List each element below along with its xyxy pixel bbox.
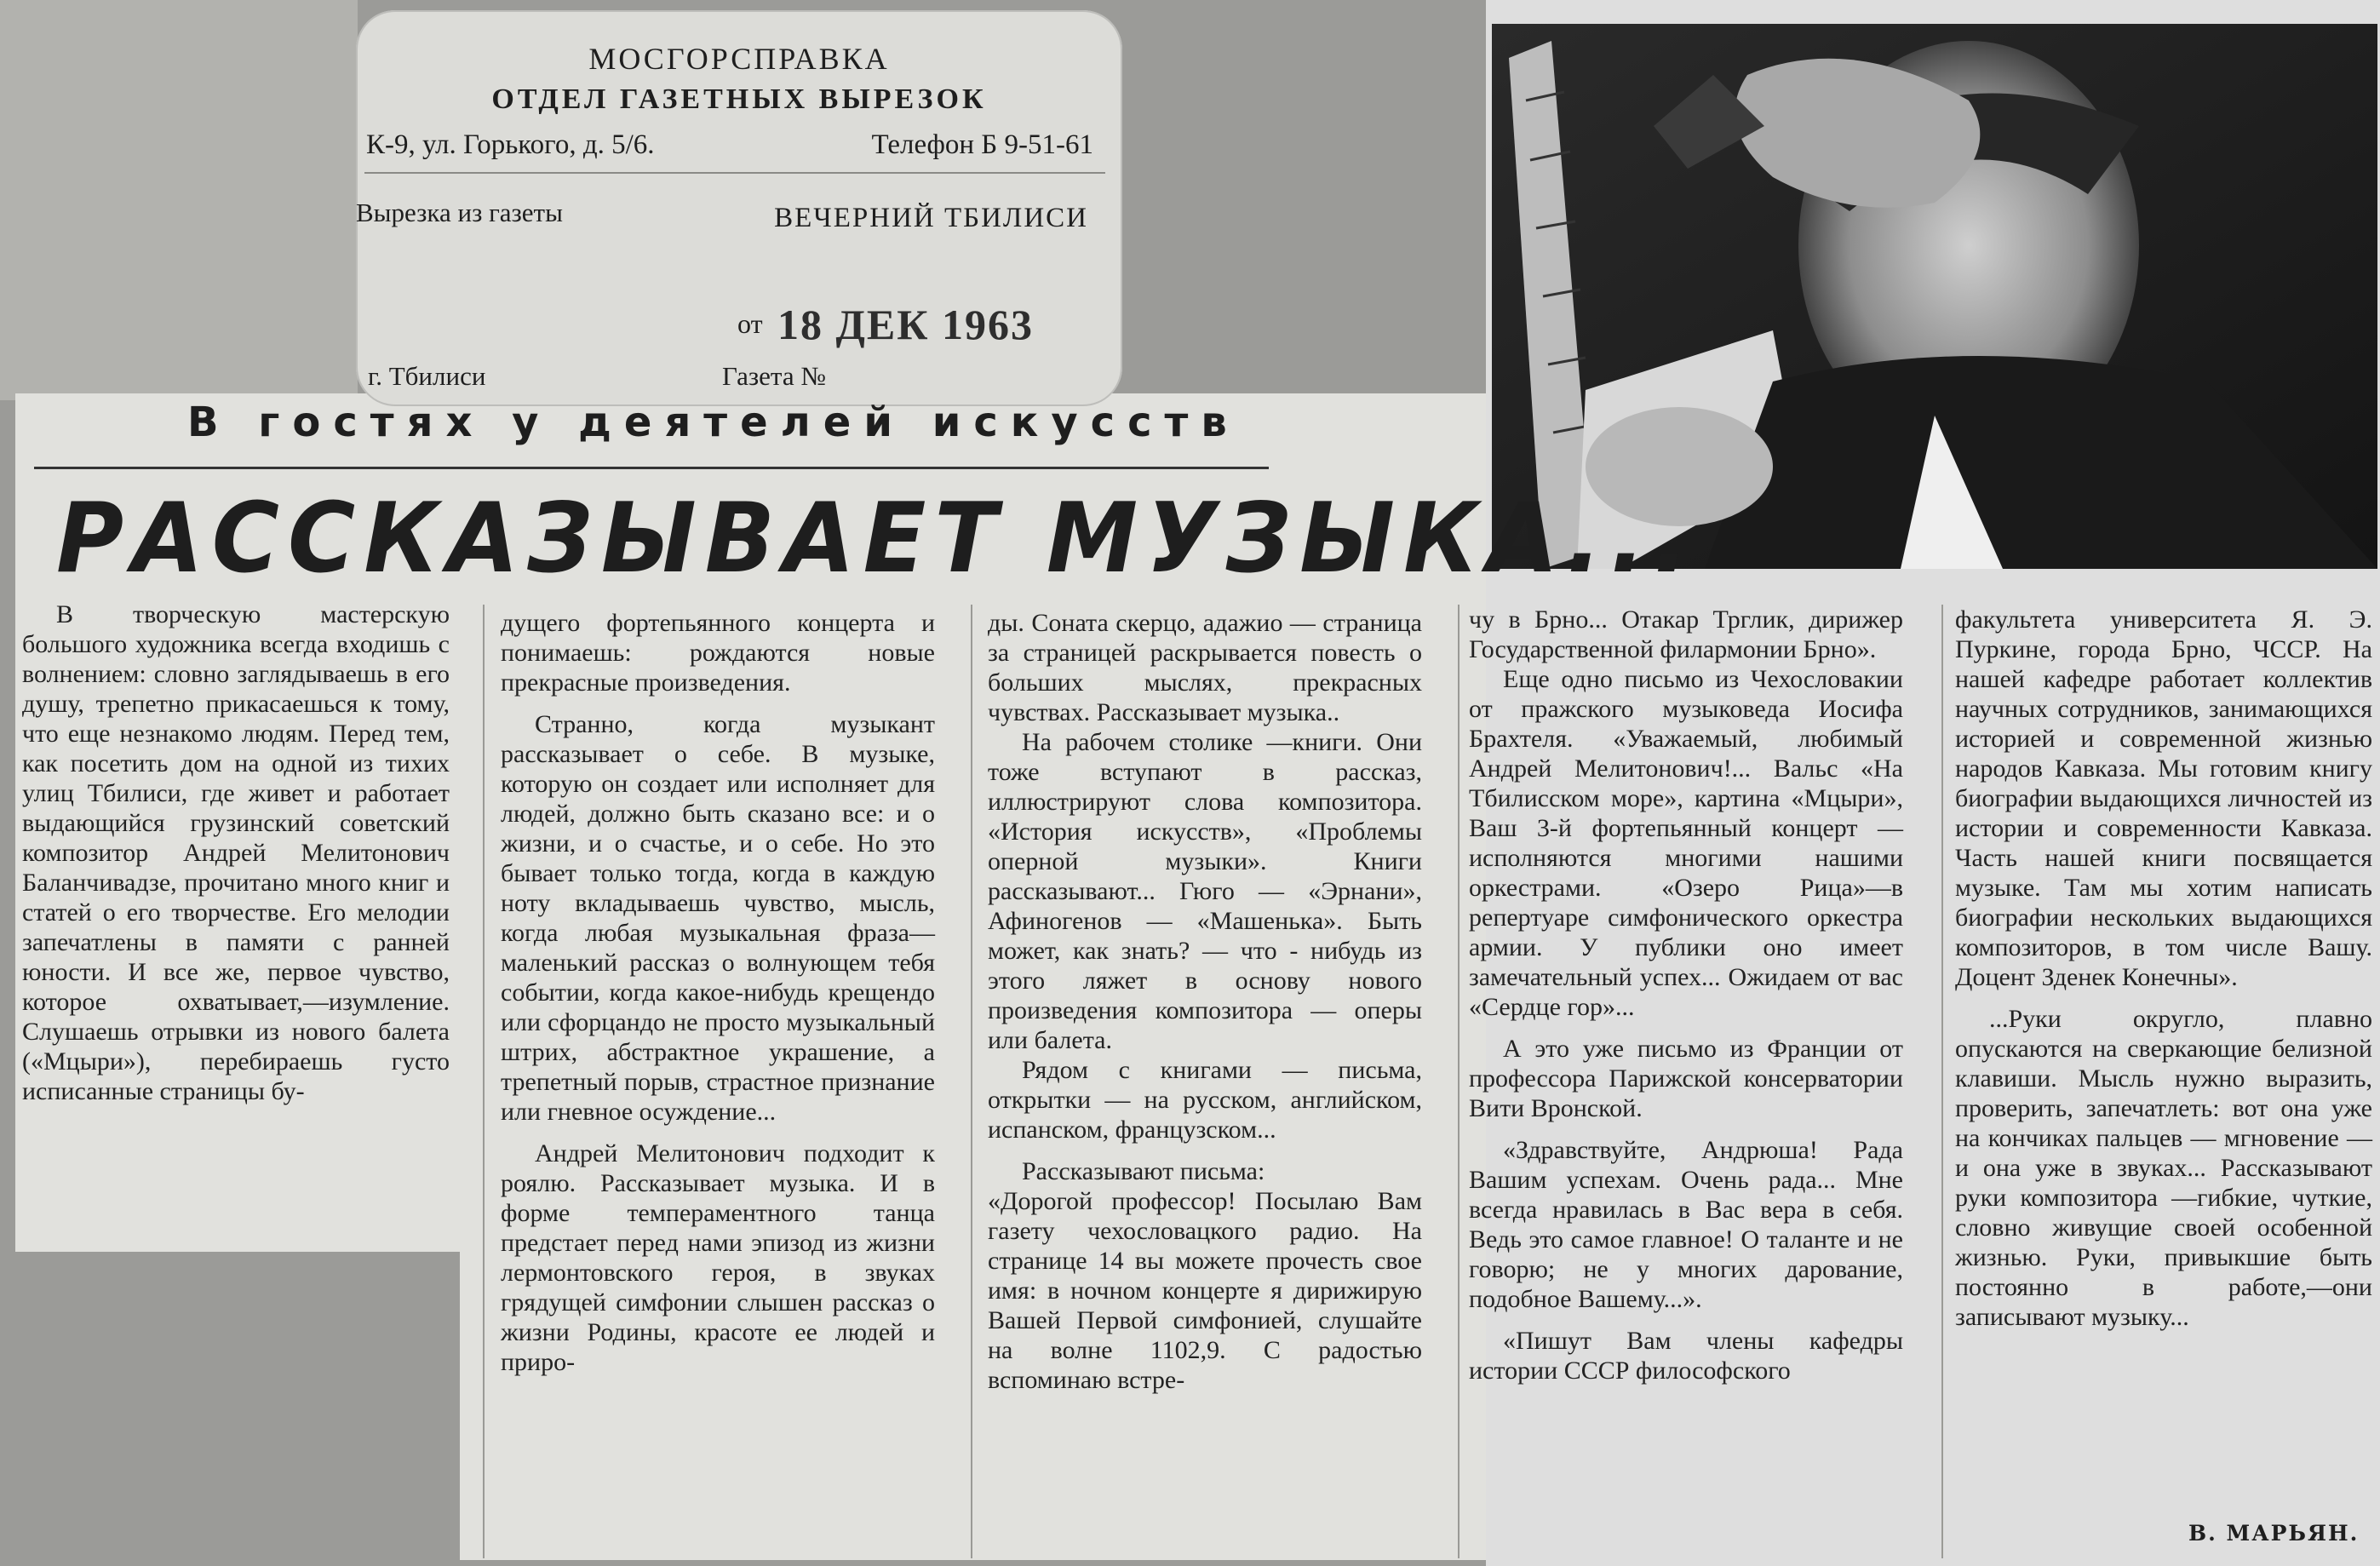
paragraph: ды. Соната скерцо, адажио — страница за страницей раскрывается повесть о больших мыслях, прекрасных чувствах. Рассказывает музыка.. bbox=[988, 609, 1422, 726]
paragraph: «Здравствуйте, Андрюша! Рада Вашим успехам. Очень рада... Мне всегда нравилась в Вас вера в себя. Ведь это самое главное! О таланте и не говорю; не у многих дарование, подобное Вашему...». bbox=[1469, 1136, 1903, 1313]
tag-phone: Телефон Б 9-51-61 bbox=[871, 129, 1093, 160]
article-column-3 bbox=[988, 608, 1422, 1395]
clipping-service-tag bbox=[356, 10, 1122, 406]
column-divider bbox=[971, 605, 972, 1558]
tag-date-label: от bbox=[737, 308, 763, 339]
column-divider bbox=[483, 605, 485, 1558]
paragraph: Андрей Мелитонович подходит к роялю. Рассказывает музыка. И в форме темпераментного танца предстает перед нами эпизод из жизни лермонтовского героя, в звуках грядущей симфонии слышен рассказ о жизни Родины, красоте ее людей и приро- bbox=[501, 1139, 935, 1376]
article-clipping-lower-left-gap bbox=[0, 1252, 460, 1566]
paragraph: «Пишут Вам члены кафедры истории СССР философского bbox=[1469, 1327, 1903, 1385]
paragraph: Рядом с книгами — письма, открытки — на русском, английском, испанском, французском... bbox=[988, 1056, 1422, 1144]
background-card bbox=[0, 0, 358, 400]
paragraph: В творческую мастерскую большого художника всегда входишь с волнением: словно заглядываешь в его душу, трепетно прикасаешься к тому, что еще незнакомо людям. Перед тем, как посетить дом на одной из тихих улиц Тбилиси, где живет и работает выдающийся грузинский советский композитор Андрей Мелитонович Баланчивадзе, прочитано много книг и статей о его творчестве. Его мелодии запечатлены в памяти с ранней юности. И все же, первое чувство, которое охватывает,—изумление. Слушаешь отрывки из нового балета («Мцыри»), перебираешь густо исписанные страницы бу- bbox=[22, 600, 450, 1105]
paragraph: факультета университета Я. Э. Пуркине, города Брно, ЧССР. На нашей кафедре работает коллектив научных сотрудников, занимающихся историей и современной жизнью народов Кавказа. Мы готовим книгу биографии выдающихся личностей из истории и современности Кавказа. Часть нашей книги посвящается музыке. Там мы хотим написать биографии нескольких выдающихся композиторов, в том числе Вашу. Доцент Зденек Конечны». bbox=[1955, 605, 2372, 991]
paragraph: Рассказывают письма: bbox=[1022, 1157, 1265, 1185]
tag-date-stamp: 18 ДЕК 1963 bbox=[777, 301, 1035, 348]
paragraph: Еще одно письмо из Чехословакии от пражского музыковеда Иосифа Брахтеля. «Уважаемый, любимый Андрей Мелитонович!... Вальс «На Тбилисском море», картина «Мцыри», Ваш 3-й фортепьянный концерт — исполняются многими нашими оркестрами. «Озеро Рица»—в репертуаре симфонического оркестра армии. У публики оно имеет замечательный успех... Ожидаем от вас «Сердце гор»... bbox=[1469, 665, 1903, 1021]
tag-department: ОТДЕЛ ГАЗЕТНЫХ ВЫРЕЗОК bbox=[491, 83, 987, 115]
paragraph: чу в Брно... Отакар Трглик, дирижер Государственной филармонии Брно». bbox=[1469, 605, 1903, 663]
paragraph: На рабочем столике —книги. Они тоже вступают в рассказ, иллюстрируют слова композитора. «История искусств», «Проблемы оперной музыки». Книги рассказывают... Гюго — «Эрнани», Афиногенов — «Машенька». Быть может, как знать? — что - нибудь из этого ляжет в основу нового произведения композитора — оперы или балета. bbox=[988, 728, 1422, 1054]
article-headline: РАССКАЗЫВАЕТ МУЗЫКА... bbox=[56, 482, 1698, 595]
tag-divider bbox=[364, 172, 1105, 174]
tag-cut-label: Вырезка из газеты bbox=[356, 198, 563, 227]
paragraph: «Дорогой профессор! Посылаю Вам газету чехословацкого радио. На странице 14 вы можете прочесть свое имя: в ночном концерте я дирижирую Вашей Первой симфонией, слушайте на волне 1102,9. С радостью вспоминаю встре- bbox=[988, 1187, 1422, 1394]
article-column-1 bbox=[22, 599, 450, 1106]
article-rubric: В гостях у деятелей искусств bbox=[187, 399, 1240, 446]
rubric-rule bbox=[34, 467, 1269, 469]
paragraph: А это уже письмо из Франции от профессора Парижской консерватории Вити Вронской. bbox=[1469, 1035, 1903, 1122]
article-column-4 bbox=[1469, 605, 1903, 1385]
article-column-5 bbox=[1955, 605, 2372, 1332]
article-column-2 bbox=[501, 608, 935, 1377]
paragraph: дущего фортепьянного концерта и понимаешь: рождаются новые прекрасные произведения. bbox=[501, 609, 935, 697]
tag-organization: МОСГОРСПРАВКА bbox=[588, 42, 890, 76]
tag-address: К-9, ул. Горького, д. 5/6. bbox=[366, 129, 655, 160]
column-divider bbox=[1941, 605, 1943, 1558]
tag-gazeta-number: Газета № bbox=[722, 361, 826, 391]
tag-city: г. Тбилиси bbox=[368, 361, 486, 391]
paragraph: ...Руки округло, плавно опускаются на сверкающие белизной клавиши. Мысль нужно выразить, проверить, запечатлеть: вот она уже на кончиках пальцев — мгновение —и она уже в звуках... Рассказывают руки композитора —гибкие, чуткие, словно живущие своей особенной жизнью. Руки, привыкшие быть постоянно в работе,—они записывают музыку... bbox=[1955, 1005, 2372, 1331]
column-divider bbox=[1458, 605, 1460, 1558]
author-signature: В. МАРЬЯН. bbox=[2188, 1521, 2360, 1546]
tag-newspaper-name: ВЕЧЕРНИЙ ТБИЛИСИ bbox=[774, 203, 1088, 233]
paragraph: Странно, когда музыкант рассказывает о себе. В музыке, которую он создает или исполняет для людей, должно быть сказано все: и о жизни, и о счастье, и о себе. Но это бывает только тогда, когда в каждую ноту вкладываешь чувство, мысль, когда любая музыкальная фраза—маленький рассказ о волнующем тебя событии, когда какое-нибудь крещендо или сфорцандо не просто музыкальный штрих, абстрактное украшение, а трепетный порыв, страстное признание или гневное осуждение... bbox=[501, 710, 935, 1126]
